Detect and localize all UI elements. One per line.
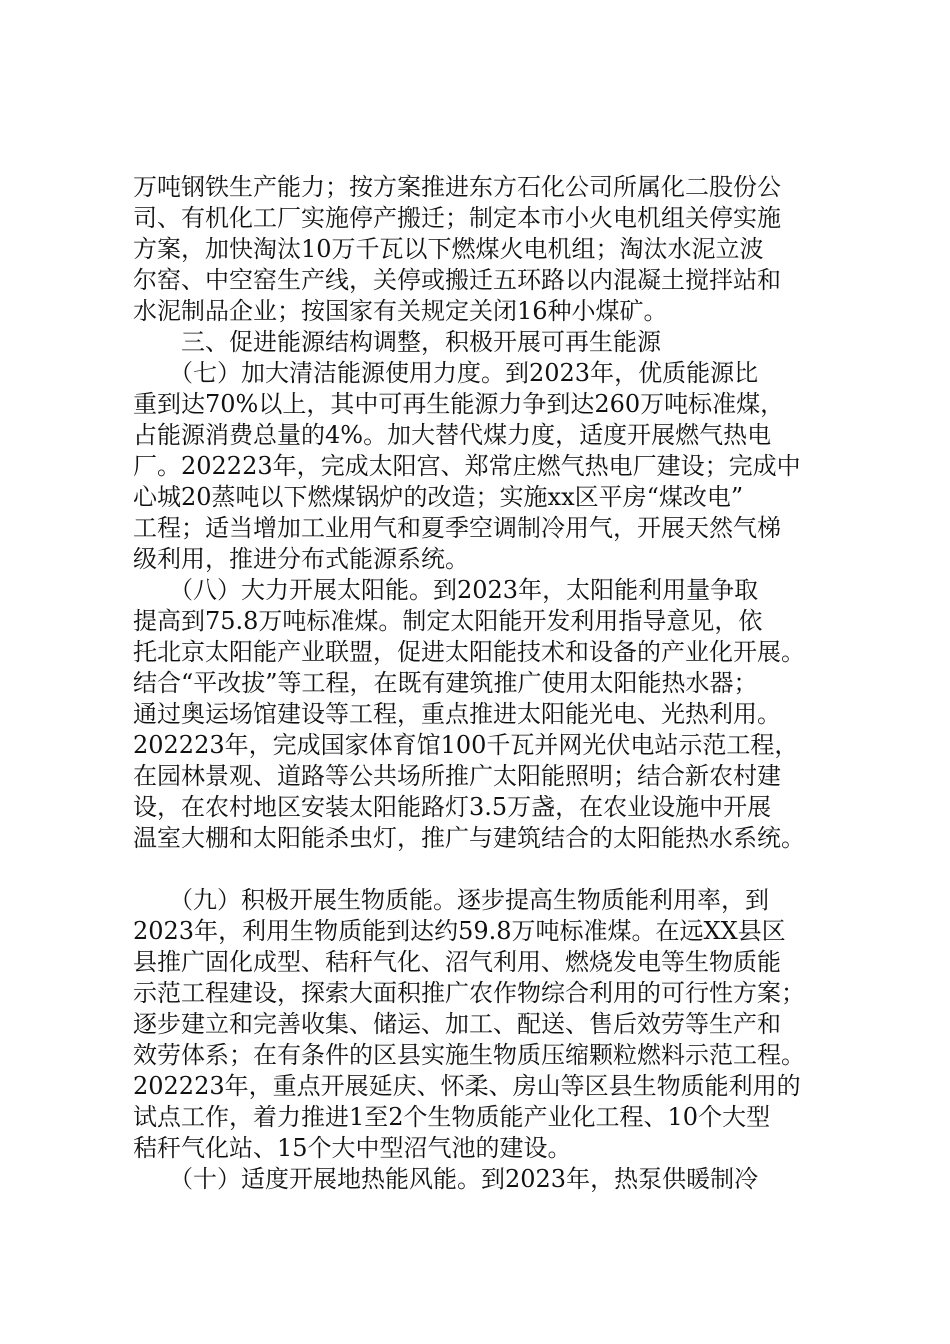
text-line: （八）大力开展太阳能。到2023年，太阳能利用量争取 xyxy=(133,576,759,604)
text-line: 202223年，完成国家体育馆100千瓦并网光伏电站示范工程， xyxy=(133,731,799,759)
text-line: 提高到75.8万吨标准煤。制定太阳能开发利用指导意见，依 xyxy=(133,607,763,635)
text-line: 202223年，重点开展延庆、怀柔、房山等区县生物质能利用的 xyxy=(133,1072,801,1100)
text-line: 重到达70%以上，其中可再生能源力争到达260万吨标准煤， xyxy=(133,390,785,418)
section-heading: 三、促进能源结构调整，积极开展可再生能源 xyxy=(133,328,661,356)
text-line: 结合“平改拔”等工程，在既有建筑推广使用太阳能热水器； xyxy=(133,669,758,697)
text-line: 通过奥运场馆建设等工程，重点推进太阳能光电、光热利用。 xyxy=(133,700,781,728)
text-line: 试点工作，着力推进1至2个生物质能产业化工程、10个大型 xyxy=(133,1103,771,1131)
text-line: （七）加大清洁能源使用力度。到2023年，优质能源比 xyxy=(133,359,759,387)
text-line: 设，在农村地区安装太阳能路灯3.5万盏，在农业设施中开展 xyxy=(133,793,772,821)
text-line: 工程；适当增加工业用气和夏季空调制冷用气，开展天然气梯 xyxy=(133,514,781,542)
text-line: 水泥制品企业；按国家有关规定关闭16种小煤矿。 xyxy=(133,297,668,325)
text-line: 逐步建立和完善收集、储运、加工、配送、售后效劳等生产和 xyxy=(133,1010,781,1038)
document-body xyxy=(133,172,833,1195)
text-line: 示范工程建设，探索大面积推广农作物综合利用的可行性方案； xyxy=(133,979,805,1007)
text-line: 托北京太阳能产业联盟，促进太阳能技术和设备的产业化开展。 xyxy=(133,638,805,666)
text-line: 方案，加快淘汰10万千瓦以下燃煤火电机组；淘汰水泥立波 xyxy=(133,235,764,263)
text-line: 效劳体系；在有条件的区县实施生物质压缩颗粒燃料示范工程。 xyxy=(133,1041,805,1069)
text-line: 2023年，利用生物质能到达约59.8万吨标准煤。在远XX县区 xyxy=(133,917,786,945)
text-line: （十）适度开展地热能风能。到2023年，热泵供暖制冷 xyxy=(133,1165,759,1193)
text-line: 厂。202223年，完成太阳宫、郑常庄燃气热电厂建设；完成中 xyxy=(133,452,801,480)
text-line: 司、有机化工厂实施停产搬迁；制定本市小火电机组关停实施 xyxy=(133,204,781,232)
text-line: 心城20蒸吨以下燃煤锅炉的改造；实施xx区平房“煤改电” xyxy=(133,483,744,511)
text-line: 秸秆气化站、15个大中型沼气池的建设。 xyxy=(133,1134,572,1162)
text-line: 温室大棚和太阳能杀虫灯，推广与建筑结合的太阳能热水系统。 xyxy=(133,824,805,852)
text-line: 占能源消费总量的4%。加大替代煤力度，适度开展燃气热电 xyxy=(133,421,772,449)
blank-line xyxy=(133,854,833,885)
text-line: 尔窑、中空窑生产线，关停或搬迁五环路以内混凝土搅拌站和 xyxy=(133,266,781,294)
text-line: 万吨钢铁生产能力；按方案推进东方石化公司所属化二股份公 xyxy=(133,173,781,201)
text-line: 级利用，推进分布式能源系统。 xyxy=(133,545,469,573)
text-line: 县推广固化成型、秸秆气化、沼气利用、燃烧发电等生物质能 xyxy=(133,948,781,976)
text-line: 在园林景观、道路等公共场所推广太阳能照明；结合新农村建 xyxy=(133,762,781,790)
text-line: （九）积极开展生物质能。逐步提高生物质能利用率，到 xyxy=(133,886,769,914)
